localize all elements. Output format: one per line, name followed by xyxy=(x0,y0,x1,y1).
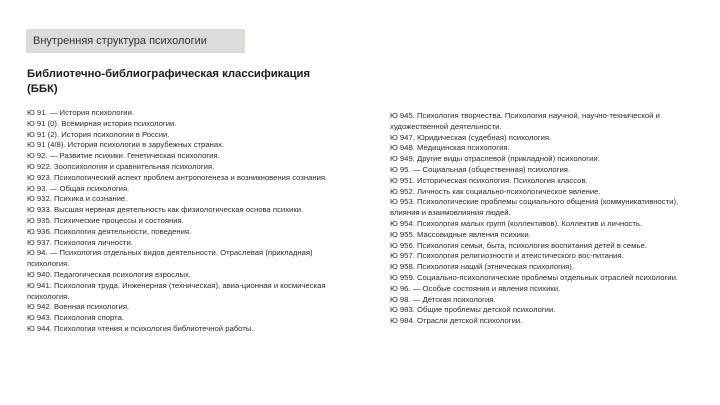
right-column-list xyxy=(390,111,700,327)
list-item: Ю 959. Социально-психологические проблемы отдельных отраслей психологии. xyxy=(390,272,679,282)
list-item: Ю 94. — Психология отдельных видов деятельности. Отраслевая (прикладная) психология. xyxy=(27,248,313,269)
list-item: Ю 953. Психологические проблемы социального общения (коммуникативности), влияния и взаимовлияния людей. xyxy=(390,197,679,218)
list-item: Ю 95. — Социальная (общественная) психология. xyxy=(390,164,571,174)
list-item: Ю 98. — Детская психология. xyxy=(390,294,496,304)
list-item: Ю 958. Психология наций (этническая психология). xyxy=(390,262,574,272)
list-item: Ю 956. Психология семьи, быта, психология воспитания детей в семье. xyxy=(390,240,647,250)
list-item: Ю 955. Массовидные явления психики. xyxy=(390,229,531,239)
list-item: Ю 949. Другие виды отраслевой (прикладной) психологии. xyxy=(390,154,600,164)
list-item: Ю 944. Психология чтения и психология библиотечной работы. xyxy=(27,323,254,333)
classification-heading: Библиотечно-библиографическая классификация (ББК) xyxy=(27,68,311,95)
list-item: Ю 937. Психология личности. xyxy=(27,237,133,247)
list-item: Ю 96. — Особые состояния и явления психики. xyxy=(390,283,561,293)
list-item: Ю 945. Психология творчества. Психология научной, научно-технической и художественной деятельности. xyxy=(390,111,660,131)
list-item: Ю 923. Психологический аспект проблем антропогенеза и возникновения сознания. xyxy=(27,172,328,182)
list-item: Ю 91 (0). Всемирная история психологии. xyxy=(27,118,177,128)
list-item: Ю 91. — История психологии. xyxy=(27,108,135,117)
list-item: Ю 942. Военная психология. xyxy=(27,302,130,312)
list-item: Ю 932. Психика и сознание. xyxy=(27,194,128,204)
list-item: Ю 940. Педагогическая психология взрослых. xyxy=(27,269,191,279)
list-item: Ю 935. Психические процессы и состояния. xyxy=(27,215,184,225)
slide-title: Внутренняя структура психологии xyxy=(26,29,245,53)
list-item: Ю 91 (4/8). История психологии в зарубежных странах. xyxy=(27,140,225,150)
list-item: Ю 92. — Развитие психики. Генетическая психология. xyxy=(27,151,220,161)
list-item: Ю 93. — Общая психология. xyxy=(27,183,130,193)
list-item: Ю 922. Зоопсихология и сравнительная психология. xyxy=(27,161,215,171)
list-item: Ю 984. Отрасли детской психологии. xyxy=(390,316,523,326)
list-item: Ю 952. Личность как социально-психологическое явление. xyxy=(390,186,601,196)
list-item: Ю 936. Психология деятельности, поведения. xyxy=(27,226,192,236)
list-item: Ю 933. Высшая нервная деятельность как физиологическая основа психики. xyxy=(27,205,304,215)
list-item: Ю 91 (2). История психологии в России. xyxy=(27,129,170,139)
list-item: Ю 943. Психология спорта. xyxy=(27,313,125,323)
list-item: Ю 983. Общие проблемы детской психологии. xyxy=(390,305,556,315)
list-item: Ю 954. Психология малых групп (коллективов). Коллектив и личность. xyxy=(390,218,642,228)
list-item: Ю 951. Историческая психология. Психология классов. xyxy=(390,175,588,185)
left-column-list xyxy=(27,108,332,335)
list-item: Ю 941. Психология труда. Инженерная (техническая), авиа-ционная и космическая психология. xyxy=(27,280,326,301)
list-item: Ю 948. Медицинская психология. xyxy=(390,143,510,153)
list-item: Ю 947. Юридическая (судебная) психология. xyxy=(390,132,552,142)
list-item: Ю 957. Психология религиозности и атеистического вос-питания. xyxy=(390,251,624,261)
